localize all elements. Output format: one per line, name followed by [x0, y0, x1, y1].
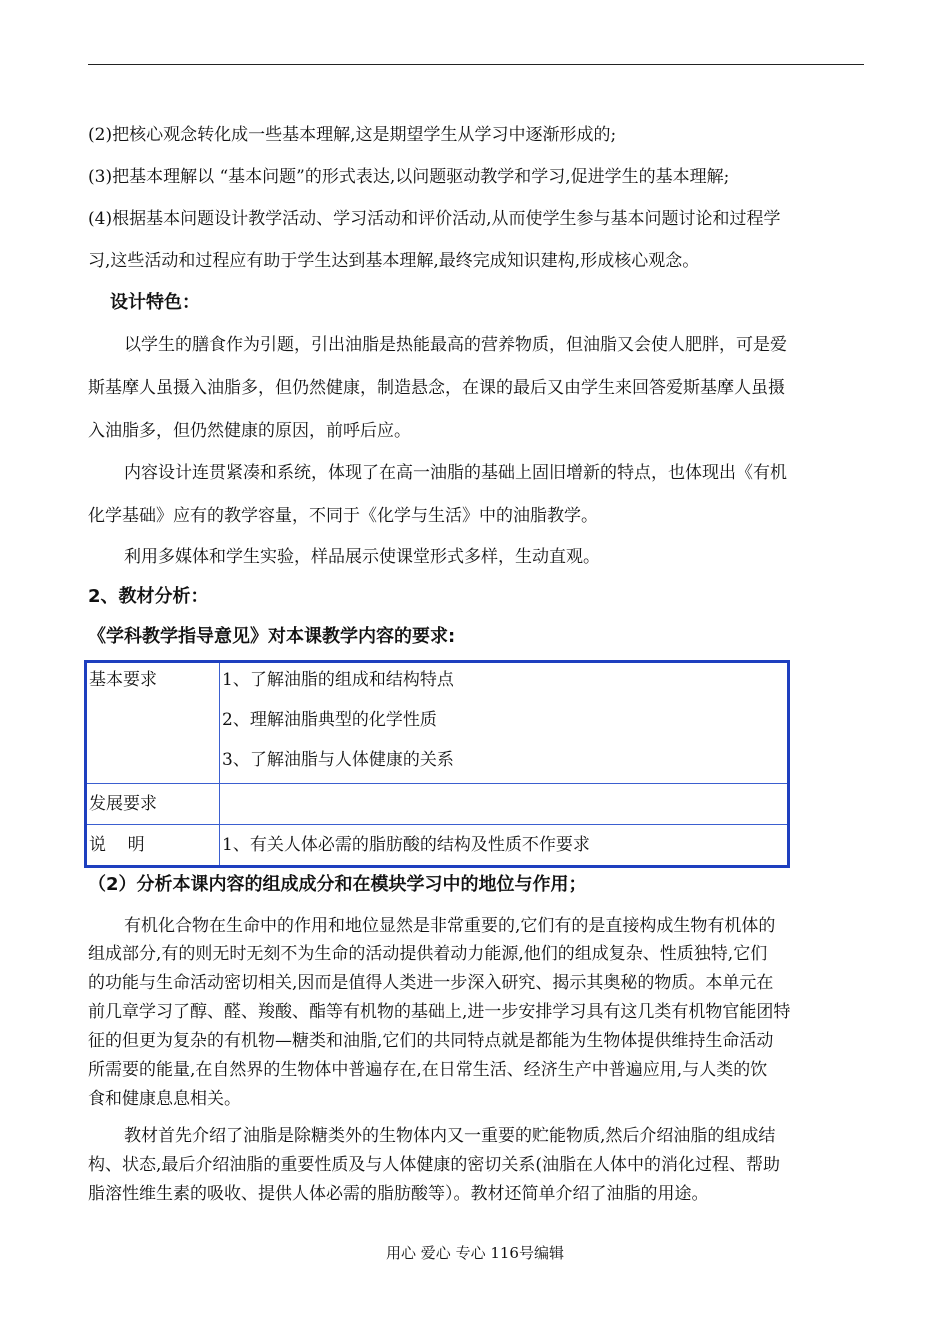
table-row [86, 825, 789, 867]
basic-item: 1、了解油脂的组成和结构特点 [222, 670, 454, 690]
design-line: 化学基础》应有的教学容量，不同于《化学与生活》中的油脂教学。 [88, 506, 598, 526]
paragraph-line: (3)把基本理解以 “基本问题”的形式表达,以问题驱动教学和学习,促进学生的基本理解; [88, 167, 730, 187]
analysis-line: 教材首先介绍了油脂是除糖类外的生物体内又一重要的贮能物质,然后介绍油脂的组成结 [124, 1126, 776, 1146]
header-rule [88, 64, 864, 65]
paragraph-line: 习,这些活动和过程应有助于学生达到基本理解,最终完成知识建构,形成核心观念。 [88, 251, 700, 271]
table-row [86, 662, 789, 784]
analysis-line: 有机化合物在生命中的作用和地位显然是非常重要的,它们有的是直接构成生物有机体的 [124, 916, 776, 936]
analysis-line: 脂溶性维生素的吸收、提供人体必需的脂肪酸等）。教材还简单介绍了油脂的用途。 [88, 1184, 709, 1204]
analysis-line: 前几章学习了醇、醛、羧酸、酯等有机物的基础上,进一步安排学习具有这几类有机物官能团特 [88, 1002, 791, 1022]
analysis-line: 征的但更为复杂的有机物—糖类和油脂,它们的共同特点就是都能为生物体提供维持生命活动 [88, 1031, 774, 1051]
design-line: 入油脂多，但仍然健康的原因，前呼后应。 [88, 421, 411, 441]
section-heading: 2、教材分析： [88, 586, 209, 607]
note-value: 1、有关人体必需的脂肪酸的结构及性质不作要求 [222, 835, 590, 855]
basic-item: 3、了解油脂与人体健康的关系 [222, 750, 454, 770]
dev-value [222, 784, 787, 824]
analysis-line: 食和健康息息相关。 [88, 1089, 241, 1109]
guide-heading: 《学科教学指导意见》对本课教学内容的要求: [88, 626, 456, 647]
analysis-line: 的功能与生命活动密切相关,因而是值得人类进一步深入研究、揭示其奥秘的物质。本单元在 [88, 973, 774, 993]
design-heading: 设计特色： [110, 292, 200, 313]
analysis-line: 所需要的能量,在自然界的生物体中普遍存在,在日常生活、经济生产中普遍应用,与人类的饮 [88, 1060, 768, 1080]
note-value-cell [220, 825, 789, 867]
requirements-table [84, 660, 790, 868]
basic-label: 基本要求 [89, 670, 157, 690]
paragraph-line: (4)根据基本问题设计教学活动、学习活动和评价活动,从而使学生参与基本问题讨论和过程学 [88, 209, 781, 229]
analysis-line: 组成部分,有的则无时无刻不为生命的活动提供着动力能源,他们的组成复杂、性质独特,它们 [88, 944, 768, 964]
dev-value-cell [220, 784, 789, 825]
basic-item: 2、理解油脂典型的化学性质 [222, 710, 437, 730]
note-label-cell [86, 825, 220, 867]
note-label: 说 明 [89, 835, 145, 855]
analysis-heading: （2）分析本课内容的组成成分和在模块学习中的地位与作用； [88, 874, 587, 895]
table-row [86, 784, 789, 825]
design-line: 利用多媒体和学生实验，样品展示使课堂形式多样，生动直观。 [124, 547, 600, 567]
design-line: 斯基摩人虽摄入油脂多，但仍然健康，制造悬念，在课的最后又由学生来回答爱斯基摩人虽摄 [88, 378, 785, 398]
page-footer: 用心 爱心 专心 116号编辑 [386, 1244, 564, 1262]
analysis-line: 构、状态,最后介绍油脂的重要性质及与人体健康的密切关系(油脂在人体中的消化过程、帮助 [88, 1155, 781, 1175]
design-line: 以学生的膳食作为引题，引出油脂是热能最高的营养物质，但油脂又会使人肥胖，可是爱 [124, 335, 787, 355]
design-line: 内容设计连贯紧凑和系统，体现了在高一油脂的基础上固旧增新的特点，也体现出《有机 [124, 463, 787, 483]
paragraph-line: (2)把核心观念转化成一些基本理解,这是期望学生从学习中逐渐形成的; [88, 125, 617, 145]
basic-label-cell [86, 662, 220, 784]
dev-label: 发展要求 [89, 794, 157, 814]
basic-items-cell [220, 662, 789, 784]
dev-label-cell [86, 784, 220, 825]
